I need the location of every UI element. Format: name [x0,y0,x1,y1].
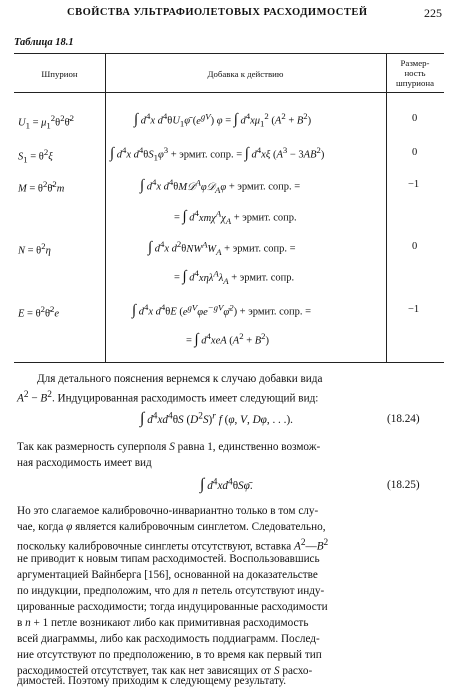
equation-18-25: ∫ $d^4xd^4\theta S\varphī$. [200,476,253,493]
dimension-e: −1 [408,304,420,315]
paragraph-3-line-12: димостей. Поэтому приходим к следующему результату. [17,675,287,687]
addition-s1: ∫ $d^4x$ $d^4\theta S_1\varphi^3$ + эрмит. сопр. = ∫ $d^4x\xi$ $(A^3 - 3AB^2)$ [110,145,325,163]
paragraph-3-line-11: расходимостей отсутствует, так как нет зависящих от S расхо- [17,665,313,677]
page-number: 225 [424,6,442,20]
table-caption: Таблица 18.1 [14,37,74,48]
table-top-rule [14,53,444,54]
addition-n: ∫ $d^4x$ $d^2\theta NW^AW_A$ + эрмит. сопр. = [148,239,296,257]
running-title: СВОЙСТВА УЛЬТРАФИОЛЕТОВЫХ РАСХОДИМОСТЕЙ [67,7,368,18]
paragraph-2-line-1: Так как размерность суперполя S равна 1, единственно возмож- [17,441,321,453]
paragraph-3-line-7: цированные расходимости; тогда индуцированные расходимости [17,601,328,613]
table-header-rule [14,92,444,93]
paragraph-3-line-8: в n + 1 петле возникают либо как примитивная расходимость [17,617,309,629]
equation-18-24: ∫ $d^4xd^4\theta S$ $(D^2S)^r$ f (φ, V, Dφ, . . .). [140,410,293,427]
paragraph-3-line-4: не приводит к новым типам расходимостей. Воспользовавшись [17,553,320,565]
addition-m: ∫ $d^4x$ $d^4\theta M𝒟^A\varphi 𝒟_A\varphi$ + эрмит. сопр. = [140,177,301,195]
dimension-m: −1 [408,179,420,190]
dimension-u1: 0 [412,113,418,124]
spurion-s1: $S_1 = \theta^2\xi$ [18,147,53,165]
addition-u1: ∫ $d^4x$ $d^4\theta U_1\varphī$ $(e^{gV}) \varphi$ = ∫ $d^4x\mu_1^2$ $(A^2 + B^2)$ [134,111,312,129]
table-bottom-rule [14,362,444,363]
dimension-s1: 0 [412,147,418,158]
paragraph-3-line-9: всей диаграммы, либо как расходимость поддиаграмм. Послед- [17,633,320,645]
equation-label-18-24: (18.24) [387,413,420,425]
addition-n-cont: = ∫ $d^4x\eta\lambda^A\lambda_A$ + эрмит. сопр. [174,268,295,286]
dimension-n: 0 [412,241,418,252]
addition-m-cont: = ∫ $d^4xm\chi^A\chi_A$ + эрмит. сопр. [174,208,297,226]
addition-e-cont: = ∫ $d^4xeA$ $(A^2 + B^2)$ [186,331,270,348]
paragraph-1-line-2: $A^2 - B^2$. Индуцированная расходимость имеет следующий вид: [17,390,319,405]
column-header-addition: Добавка к действию [207,69,284,79]
equation-label-18-25: (18.25) [387,479,420,491]
spurion-m: $M = \theta^2\thetā^2m$ [18,179,65,195]
paragraph-2-line-2: ная расходимость имеет вид [17,457,152,469]
paragraph-3-line-5: аргументацией Вайнберга [156], основанной на доказательстве [17,569,318,581]
table-col-divider-1 [105,53,106,362]
paragraph-1-line-1: Для детального пояснения вернемся к случаю добавки вида [37,373,323,385]
paragraph-3-line-10: ние отсутствуют по предположению, в то время как первый тип [17,649,322,661]
paragraph-3-line-6: по индукции, предположим, что для n петель отсутствуют инду- [17,585,325,597]
paragraph-3-line-2: чае, когда φ является калибровочным синглетом. Следовательно, [17,521,326,533]
paragraph-3-line-1: Но это слагаемое калибровочно-инвариантно только в том слу- [17,505,319,517]
spurion-e: $E = \theta^2\thetā^2e$ [18,304,60,320]
paragraph-3-line-3: поскольку калибровочные синглеты отсутствуют, вставка $A^2—B^2$ [17,538,329,553]
spurion-u1: $U_1$ = $\mu_1^2\theta^2\thetā^2$ [18,113,74,131]
column-header-spurion: Шпурион [41,69,78,79]
addition-e: ∫ $d^4x$ $d^4\theta E$ $(e^{gV}\varphi e^{-gV}\varphī^2)$ + эрмит. сопр. = [132,302,312,319]
table-col-divider-2 [386,53,387,362]
column-header-dimension: Размер- ность шпуриона [396,58,434,88]
spurion-n: $N = \theta^2\eta$ [18,241,51,257]
